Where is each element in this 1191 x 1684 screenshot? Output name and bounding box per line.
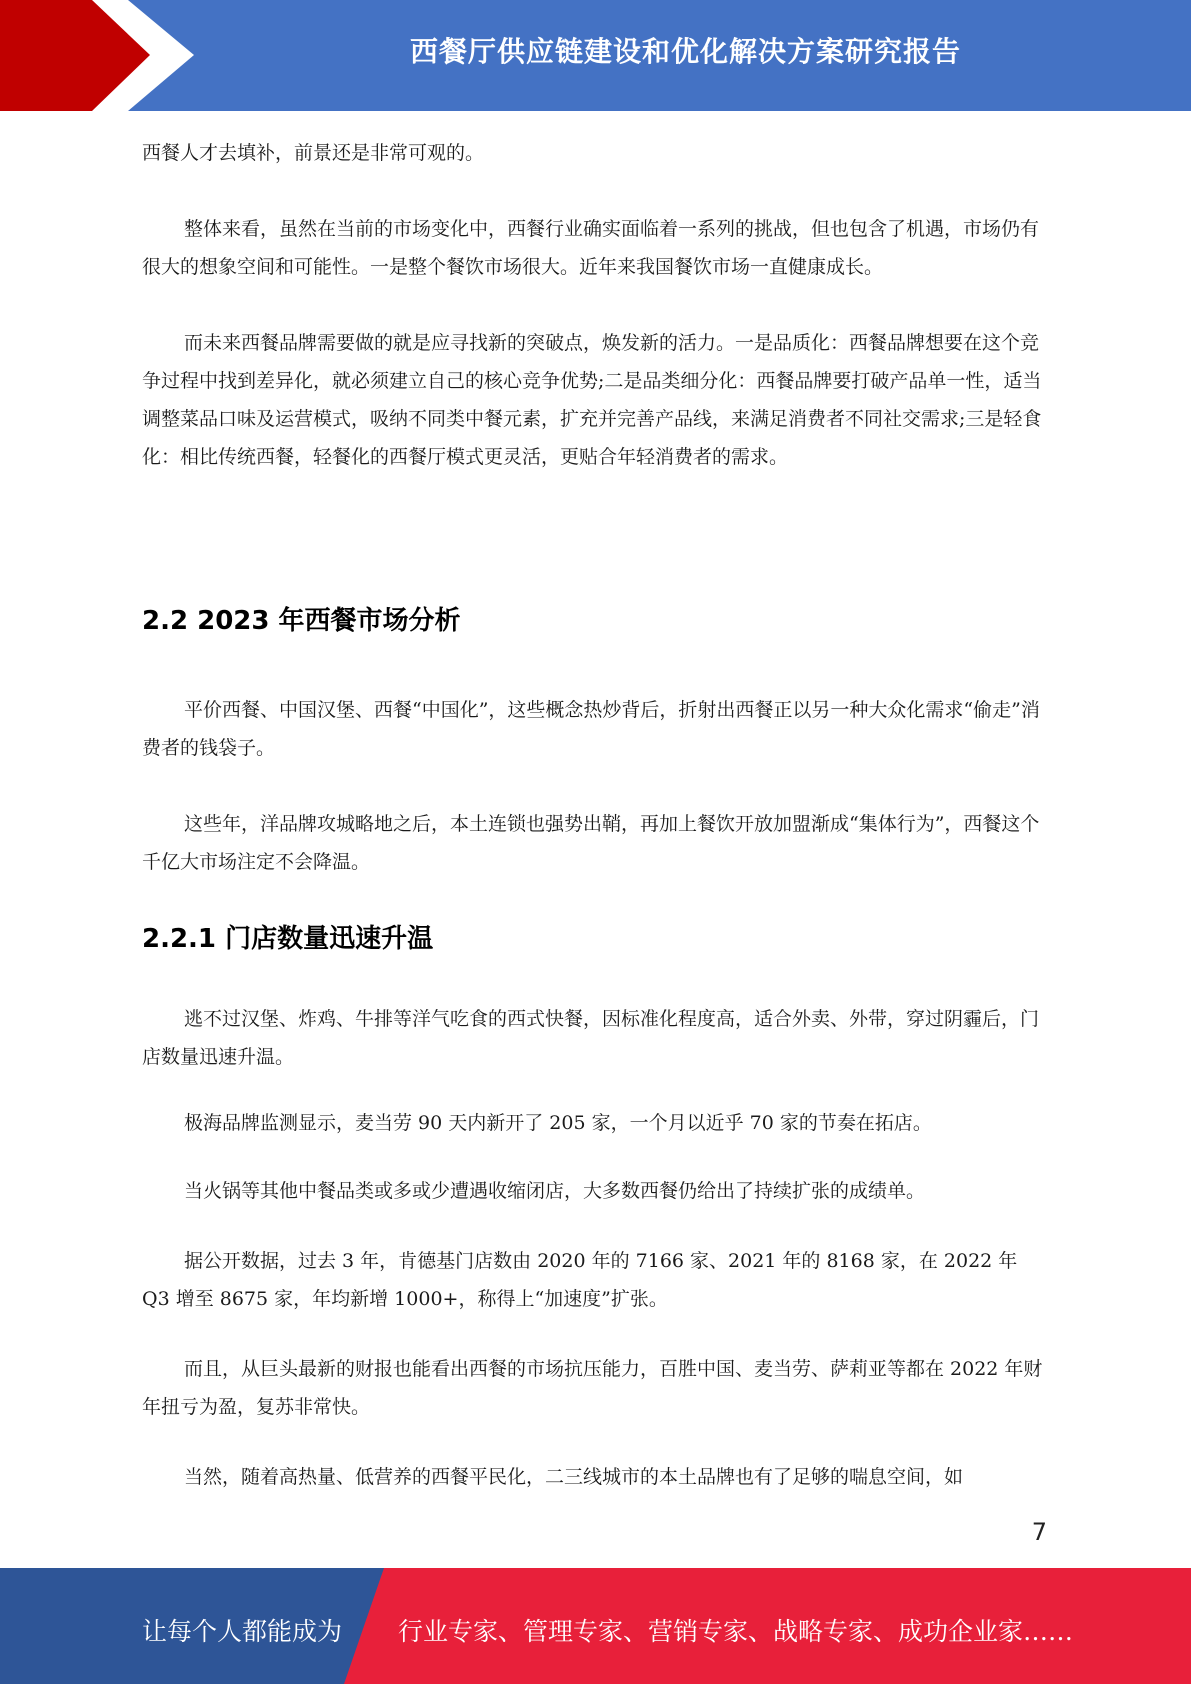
paragraph: 整体来看，虽然在当前的市场变化中，西餐行业确实面临着一系列的挑战，但也包含了机遇，市场仍有很大的想象空间和可能性。一是整个餐饮市场很大。近年来我国餐饮市场一直健康成长。 — [142, 218, 1040, 278]
paragraph: 而未来西餐品牌需要做的就是应寻找新的突破点，焕发新的活力。一是品质化：西餐品牌想要在这个竞争过程中找到差异化，就必须建立自己的核心竞争优势;二是品类细分化：西餐品牌要打破产品单一性，适当调整菜品口味及运营模式，吸纳不同类中餐元素，扩充并完善产品线，来满足消费者不同社交需求;三是轻食化：相比传统西餐，轻餐化的西餐厅模式更灵活，更贴合年轻消费者的需求。 — [142, 332, 1042, 468]
paragraph: 当火锅等其他中餐品类或多或少遭遇收缩闭店，大多数西餐仍给出了持续扩张的成绩单。 — [184, 1180, 926, 1202]
paragraph: 这些年，洋品牌攻城略地之后，本土连锁也强势出鞘，再加上餐饮开放加盟渐成“集体行为”，西餐这个千亿大市场注定不会降温。 — [142, 813, 1040, 873]
paragraph: 逃不过汉堡、炸鸡、牛排等洋气吃食的西式快餐，因标准化程度高，适合外卖、外带，穿过阴霾后，门店数量迅速升温。 — [142, 1008, 1040, 1068]
page-number: 7 — [1031, 1518, 1047, 1546]
paragraph: 平价西餐、中国汉堡、西餐“中国化”，这些概念热炒背后，折射出西餐正以另一种大众化需求“偷走”消费者的钱袋子。 — [142, 699, 1040, 759]
paragraph: 当然，随着高热量、低营养的西餐平民化，二三线城市的本土品牌也有了足够的喘息空间，如 — [184, 1466, 964, 1488]
footer-slogan-right: 行业专家、管理专家、营销专家、战略专家、成功企业家…… — [398, 1617, 1074, 1646]
header-title: 西餐厅供应链建设和优化解决方案研究报告 — [409, 35, 961, 68]
footer-slogan-left: 让每个人都能成为 — [142, 1617, 343, 1646]
section-heading-2-2: 2.2 2023 年西餐市场分析 — [142, 606, 461, 636]
page-header — [0, 0, 1191, 111]
section-heading-2-2-1: 2.2.1 门店数量迅速升温 — [142, 924, 434, 954]
paragraph: 而且，从巨头最新的财报也能看出西餐的市场抗压能力，百胜中国、麦当劳、萨莉亚等都在 2022 年财年扭亏为盈，复苏非常快。 — [142, 1358, 1043, 1418]
paragraph: 据公开数据，过去 3 年，肯德基门店数由 2020 年的 7166 家、2021 年的 8168 家，在 2022 年 Q3 增至 8675 家，年均新增 1000+，称得上“加速度”扩张。 — [142, 1250, 1018, 1310]
page-footer — [0, 1568, 1191, 1684]
paragraph: 西餐人才去填补，前景还是非常可观的。 — [142, 142, 485, 164]
paragraph: 极海品牌监测显示，麦当劳 90 天内新开了 205 家，一个月以近乎 70 家的节奏在拓店。 — [184, 1112, 932, 1134]
